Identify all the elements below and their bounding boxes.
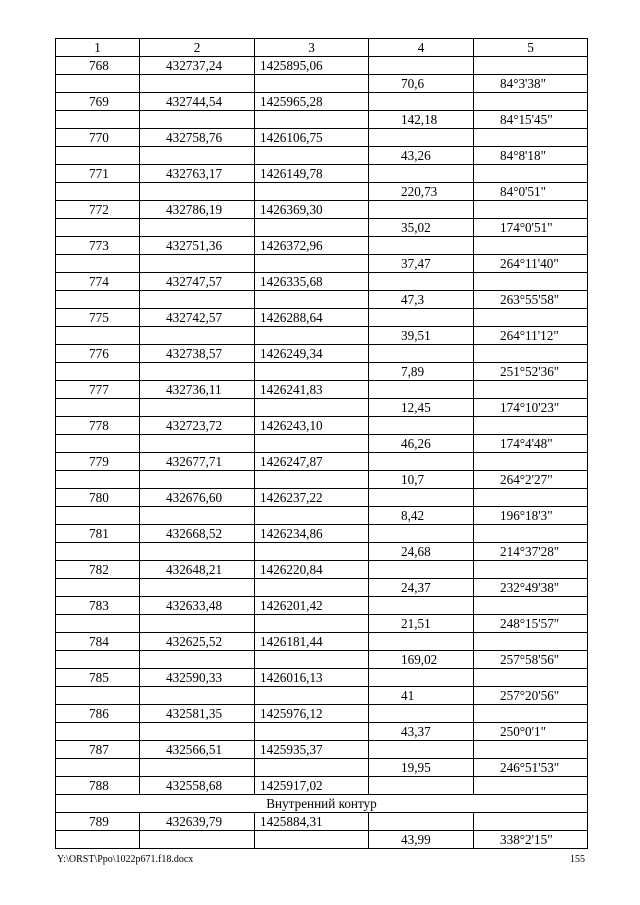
point-number-cell: [56, 831, 140, 849]
table-row: [56, 651, 588, 669]
x-coordinate-cell: [140, 291, 255, 309]
y-coordinate-cell: [255, 363, 369, 381]
y-coordinate-cell: [255, 651, 369, 669]
table-row: [56, 381, 588, 399]
table-body: [56, 39, 588, 849]
table-row: [56, 201, 588, 219]
table-row: [56, 489, 588, 507]
distance-cell: [369, 669, 474, 687]
table-row: [56, 759, 588, 777]
footer-file-path: Y:\ORST\Ppo\1022p671.f18.docx: [57, 854, 194, 865]
point-number-cell: [56, 687, 140, 705]
x-coordinate-cell: [140, 363, 255, 381]
distance-cell: 10,7: [369, 471, 474, 489]
x-coordinate-cell: [140, 831, 255, 849]
distance-cell: [369, 237, 474, 255]
distance-cell: [369, 201, 474, 219]
bearing-cell: 174°0'51": [474, 219, 588, 237]
y-coordinate-cell: [255, 75, 369, 93]
distance-cell: 142,18: [369, 111, 474, 129]
point-number-cell: [56, 579, 140, 597]
bearing-cell: [474, 633, 588, 651]
point-number-cell: [56, 183, 140, 201]
point-number-cell: 778: [56, 417, 140, 435]
bearing-cell: [474, 813, 588, 831]
table-row: [56, 399, 588, 417]
bearing-cell: [474, 777, 588, 795]
y-coordinate-cell: 1425895,06: [255, 57, 369, 75]
y-coordinate-cell: [255, 219, 369, 237]
point-number-cell: 774: [56, 273, 140, 291]
distance-cell: 41: [369, 687, 474, 705]
y-coordinate-cell: 1426247,87: [255, 453, 369, 471]
table-row: [56, 417, 588, 435]
table-row: [56, 525, 588, 543]
distance-cell: 37,47: [369, 255, 474, 273]
table-row: [56, 435, 588, 453]
point-number-cell: 786: [56, 705, 140, 723]
point-number-cell: 785: [56, 669, 140, 687]
bearing-cell: 257°58'56": [474, 651, 588, 669]
x-coordinate-cell: 432648,21: [140, 561, 255, 579]
bearing-cell: 248°15'57": [474, 615, 588, 633]
coordinates-table: [55, 38, 588, 849]
distance-cell: [369, 813, 474, 831]
point-number-cell: 776: [56, 345, 140, 363]
table-row: [56, 543, 588, 561]
distance-cell: [369, 633, 474, 651]
table-row: [56, 507, 588, 525]
distance-cell: [369, 417, 474, 435]
point-number-cell: [56, 471, 140, 489]
point-number-cell: 773: [56, 237, 140, 255]
bearing-cell: [474, 561, 588, 579]
x-coordinate-cell: 432786,19: [140, 201, 255, 219]
header-cell-5: 5: [474, 39, 588, 57]
point-number-cell: 783: [56, 597, 140, 615]
point-number-cell: [56, 615, 140, 633]
distance-cell: [369, 309, 474, 327]
table-row: [56, 813, 588, 831]
point-number-cell: [56, 327, 140, 345]
table-row: [56, 777, 588, 795]
y-coordinate-cell: 1426234,86: [255, 525, 369, 543]
point-number-cell: [56, 219, 140, 237]
distance-cell: 24,37: [369, 579, 474, 597]
point-number-cell: [56, 435, 140, 453]
bearing-cell: 174°4'48": [474, 435, 588, 453]
y-coordinate-cell: [255, 687, 369, 705]
y-coordinate-cell: [255, 507, 369, 525]
x-coordinate-cell: [140, 687, 255, 705]
distance-cell: 47,3: [369, 291, 474, 309]
point-number-cell: [56, 399, 140, 417]
bearing-cell: [474, 417, 588, 435]
table-header-row: [56, 39, 588, 57]
y-coordinate-cell: 1425976,12: [255, 705, 369, 723]
bearing-cell: [474, 345, 588, 363]
x-coordinate-cell: [140, 255, 255, 273]
table-row: [56, 237, 588, 255]
y-coordinate-cell: 1426241,83: [255, 381, 369, 399]
footer-page-number: 155: [570, 854, 585, 865]
point-number-cell: 771: [56, 165, 140, 183]
x-coordinate-cell: [140, 759, 255, 777]
distance-cell: 19,95: [369, 759, 474, 777]
table-row: [56, 129, 588, 147]
bearing-cell: 263°55'58": [474, 291, 588, 309]
header-cell-2: 2: [140, 39, 255, 57]
distance-cell: 21,51: [369, 615, 474, 633]
y-coordinate-cell: 1426149,78: [255, 165, 369, 183]
section-heading-cell: Внутренний контур: [56, 795, 588, 813]
table-row: [56, 75, 588, 93]
distance-cell: [369, 597, 474, 615]
y-coordinate-cell: 1426016,13: [255, 669, 369, 687]
y-coordinate-cell: 1426335,68: [255, 273, 369, 291]
y-coordinate-cell: [255, 831, 369, 849]
distance-cell: [369, 165, 474, 183]
bearing-cell: [474, 597, 588, 615]
point-number-cell: 772: [56, 201, 140, 219]
point-number-cell: 781: [56, 525, 140, 543]
distance-cell: 169,02: [369, 651, 474, 669]
x-coordinate-cell: [140, 147, 255, 165]
distance-cell: [369, 525, 474, 543]
y-coordinate-cell: [255, 183, 369, 201]
distance-cell: 8,42: [369, 507, 474, 525]
x-coordinate-cell: [140, 579, 255, 597]
y-coordinate-cell: [255, 147, 369, 165]
table-row: [56, 309, 588, 327]
point-number-cell: [56, 507, 140, 525]
table-row: [56, 633, 588, 651]
y-coordinate-cell: [255, 255, 369, 273]
bearing-cell: [474, 525, 588, 543]
distance-cell: [369, 705, 474, 723]
y-coordinate-cell: [255, 399, 369, 417]
y-coordinate-cell: [255, 579, 369, 597]
x-coordinate-cell: 432751,36: [140, 237, 255, 255]
point-number-cell: [56, 651, 140, 669]
point-number-cell: 775: [56, 309, 140, 327]
distance-cell: [369, 345, 474, 363]
bearing-cell: 246°51'53": [474, 759, 588, 777]
distance-cell: 220,73: [369, 183, 474, 201]
distance-cell: 39,51: [369, 327, 474, 345]
header-cell-4: 4: [369, 39, 474, 57]
y-coordinate-cell: 1425965,28: [255, 93, 369, 111]
distance-cell: 43,99: [369, 831, 474, 849]
point-number-cell: 768: [56, 57, 140, 75]
bearing-cell: [474, 453, 588, 471]
table-row: [56, 795, 588, 813]
bearing-cell: [474, 309, 588, 327]
bearing-cell: 264°11'40": [474, 255, 588, 273]
table-row: [56, 183, 588, 201]
header-cell-3: 3: [255, 39, 369, 57]
y-coordinate-cell: 1426106,75: [255, 129, 369, 147]
y-coordinate-cell: [255, 291, 369, 309]
x-coordinate-cell: 432744,54: [140, 93, 255, 111]
point-number-cell: 784: [56, 633, 140, 651]
distance-cell: [369, 273, 474, 291]
x-coordinate-cell: [140, 75, 255, 93]
x-coordinate-cell: [140, 471, 255, 489]
y-coordinate-cell: 1426249,34: [255, 345, 369, 363]
x-coordinate-cell: 432723,72: [140, 417, 255, 435]
bearing-cell: [474, 129, 588, 147]
table-row: [56, 687, 588, 705]
bearing-cell: 174°10'23": [474, 399, 588, 417]
x-coordinate-cell: 432758,76: [140, 129, 255, 147]
x-coordinate-cell: 432747,57: [140, 273, 255, 291]
point-number-cell: [56, 363, 140, 381]
table-row: [56, 471, 588, 489]
y-coordinate-cell: 1426237,22: [255, 489, 369, 507]
x-coordinate-cell: 432742,57: [140, 309, 255, 327]
header-cell-1: 1: [56, 39, 140, 57]
x-coordinate-cell: 432581,35: [140, 705, 255, 723]
point-number-cell: 779: [56, 453, 140, 471]
table-row: [56, 831, 588, 849]
distance-cell: 43,26: [369, 147, 474, 165]
x-coordinate-cell: 432738,57: [140, 345, 255, 363]
distance-cell: [369, 741, 474, 759]
y-coordinate-cell: 1426372,96: [255, 237, 369, 255]
distance-cell: [369, 57, 474, 75]
bearing-cell: [474, 669, 588, 687]
distance-cell: [369, 129, 474, 147]
table-row: [56, 561, 588, 579]
y-coordinate-cell: [255, 543, 369, 561]
bearing-cell: [474, 165, 588, 183]
table-row: [56, 111, 588, 129]
distance-cell: 35,02: [369, 219, 474, 237]
bearing-cell: 257°20'56": [474, 687, 588, 705]
bearing-cell: [474, 57, 588, 75]
distance-cell: [369, 93, 474, 111]
table-row: [56, 705, 588, 723]
y-coordinate-cell: [255, 759, 369, 777]
table-row: [56, 741, 588, 759]
bearing-cell: [474, 237, 588, 255]
table-row: [56, 147, 588, 165]
point-number-cell: 769: [56, 93, 140, 111]
point-number-cell: [56, 147, 140, 165]
table-row: [56, 453, 588, 471]
x-coordinate-cell: 432558,68: [140, 777, 255, 795]
point-number-cell: 770: [56, 129, 140, 147]
point-number-cell: [56, 255, 140, 273]
bearing-cell: 232°49'38": [474, 579, 588, 597]
point-number-cell: 788: [56, 777, 140, 795]
x-coordinate-cell: 432639,79: [140, 813, 255, 831]
x-coordinate-cell: [140, 507, 255, 525]
point-number-cell: [56, 543, 140, 561]
distance-cell: [369, 453, 474, 471]
table-row: [56, 93, 588, 111]
bearing-cell: 196°18'3": [474, 507, 588, 525]
point-number-cell: [56, 723, 140, 741]
y-coordinate-cell: [255, 723, 369, 741]
distance-cell: 46,26: [369, 435, 474, 453]
distance-cell: [369, 381, 474, 399]
x-coordinate-cell: 432668,52: [140, 525, 255, 543]
distance-cell: 7,89: [369, 363, 474, 381]
point-number-cell: [56, 111, 140, 129]
y-coordinate-cell: [255, 471, 369, 489]
bearing-cell: [474, 741, 588, 759]
x-coordinate-cell: [140, 651, 255, 669]
table-row: [56, 165, 588, 183]
y-coordinate-cell: 1426181,44: [255, 633, 369, 651]
bearing-cell: 338°2'15": [474, 831, 588, 849]
bearing-cell: 84°3'38": [474, 75, 588, 93]
point-number-cell: [56, 291, 140, 309]
distance-cell: 12,45: [369, 399, 474, 417]
x-coordinate-cell: [140, 543, 255, 561]
x-coordinate-cell: 432737,24: [140, 57, 255, 75]
bearing-cell: 84°15'45": [474, 111, 588, 129]
bearing-cell: 251°52'36": [474, 363, 588, 381]
y-coordinate-cell: [255, 111, 369, 129]
x-coordinate-cell: 432566,51: [140, 741, 255, 759]
x-coordinate-cell: [140, 183, 255, 201]
y-coordinate-cell: 1426288,64: [255, 309, 369, 327]
point-number-cell: 777: [56, 381, 140, 399]
x-coordinate-cell: 432625,52: [140, 633, 255, 651]
x-coordinate-cell: 432633,48: [140, 597, 255, 615]
table-row: [56, 597, 588, 615]
distance-cell: [369, 777, 474, 795]
bearing-cell: [474, 273, 588, 291]
bearing-cell: [474, 705, 588, 723]
table-row: [56, 273, 588, 291]
bearing-cell: [474, 201, 588, 219]
bearing-cell: 264°11'12": [474, 327, 588, 345]
bearing-cell: 84°0'51": [474, 183, 588, 201]
y-coordinate-cell: 1425917,02: [255, 777, 369, 795]
x-coordinate-cell: 432676,60: [140, 489, 255, 507]
y-coordinate-cell: 1426201,42: [255, 597, 369, 615]
x-coordinate-cell: [140, 399, 255, 417]
y-coordinate-cell: 1425884,31: [255, 813, 369, 831]
y-coordinate-cell: [255, 435, 369, 453]
table-row: [56, 363, 588, 381]
distance-cell: 43,37: [369, 723, 474, 741]
x-coordinate-cell: [140, 219, 255, 237]
bearing-cell: 214°37'28": [474, 543, 588, 561]
point-number-cell: 787: [56, 741, 140, 759]
x-coordinate-cell: 432736,11: [140, 381, 255, 399]
bearing-cell: [474, 381, 588, 399]
y-coordinate-cell: [255, 327, 369, 345]
bearing-cell: 250°0'1": [474, 723, 588, 741]
bearing-cell: 264°2'27": [474, 471, 588, 489]
point-number-cell: 789: [56, 813, 140, 831]
distance-cell: 24,68: [369, 543, 474, 561]
x-coordinate-cell: 432590,33: [140, 669, 255, 687]
distance-cell: [369, 489, 474, 507]
point-number-cell: 782: [56, 561, 140, 579]
table-row: [56, 57, 588, 75]
x-coordinate-cell: 432677,71: [140, 453, 255, 471]
y-coordinate-cell: 1426243,10: [255, 417, 369, 435]
point-number-cell: [56, 75, 140, 93]
x-coordinate-cell: 432763,17: [140, 165, 255, 183]
table-row: [56, 723, 588, 741]
bearing-cell: 84°8'18": [474, 147, 588, 165]
table-row: [56, 219, 588, 237]
y-coordinate-cell: 1426369,30: [255, 201, 369, 219]
table-row: [56, 579, 588, 597]
table-row: [56, 669, 588, 687]
x-coordinate-cell: [140, 723, 255, 741]
x-coordinate-cell: [140, 435, 255, 453]
table-row: [56, 345, 588, 363]
table-row: [56, 255, 588, 273]
point-number-cell: 780: [56, 489, 140, 507]
x-coordinate-cell: [140, 327, 255, 345]
table-row: [56, 291, 588, 309]
y-coordinate-cell: [255, 615, 369, 633]
point-number-cell: [56, 759, 140, 777]
bearing-cell: [474, 93, 588, 111]
x-coordinate-cell: [140, 615, 255, 633]
x-coordinate-cell: [140, 111, 255, 129]
y-coordinate-cell: 1426220,84: [255, 561, 369, 579]
y-coordinate-cell: 1425935,37: [255, 741, 369, 759]
bearing-cell: [474, 489, 588, 507]
table-row: [56, 615, 588, 633]
distance-cell: 70,6: [369, 75, 474, 93]
distance-cell: [369, 561, 474, 579]
table-row: [56, 327, 588, 345]
